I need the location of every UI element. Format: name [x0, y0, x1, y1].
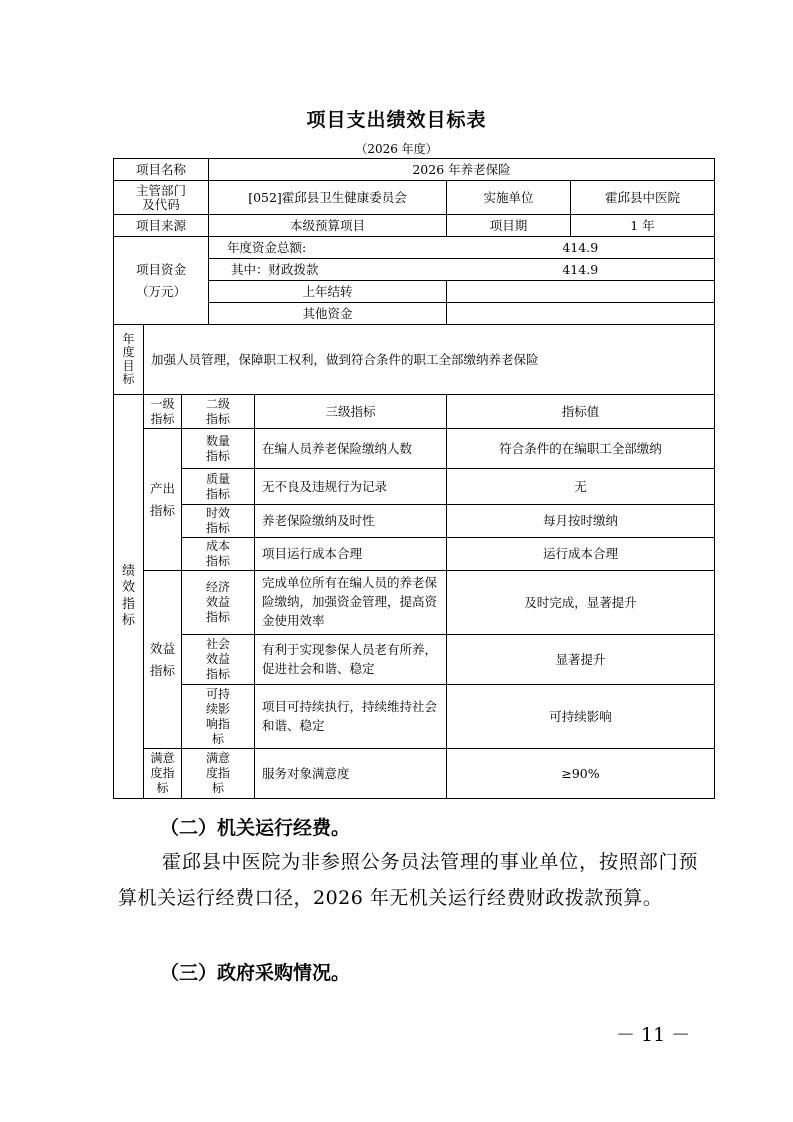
section3-heading: （三）政府采购情况。 — [160, 962, 351, 984]
header-level1: 一级 指标 — [144, 395, 182, 429]
annual-goal-text: 加强人员管理，保障职工权利，做到符合条件的职工全部缴纳养老保险 — [144, 325, 715, 395]
satisfaction-indicator-label: 满意 度指 标 — [144, 749, 182, 799]
project-name-value: 2026 年养老保险 — [209, 159, 715, 181]
row-funds-total — [114, 237, 715, 259]
output-value: 符合条件的在编职工全部缴纳 — [447, 429, 715, 469]
funds-total-label: 年度资金总额: — [209, 237, 447, 259]
output-value: 运行成本合理 — [447, 538, 715, 571]
row-source — [114, 215, 715, 237]
benefit-value: 可持续影响 — [447, 685, 715, 749]
funds-other-label: 其他资金 — [209, 303, 447, 325]
benefit-level3: 项目可持续执行，持续维持社会和谐、稳定 — [255, 685, 447, 749]
period-value: 1 年 — [571, 215, 715, 237]
project-name-label: 项目名称 — [114, 159, 209, 181]
row-indicator-header — [114, 395, 715, 429]
unit-value: 霍邱县中医院 — [571, 181, 715, 215]
funds-fiscal-label: 其中：财政拨款 — [209, 259, 447, 281]
benefit-indicator-label: 效益 指标 — [144, 571, 182, 749]
funds-fiscal-value: 414.9 — [447, 259, 715, 281]
dept-value: [052]霍邱县卫生健康委员会 — [209, 181, 447, 215]
section2-paragraph: 霍邱县中医院为非参照公务员法管理的事业单位，按照部门预算机关运行经费口径，2026 年无机关运行经费财政拨款预算。 — [118, 851, 698, 909]
funds-other-value — [447, 303, 715, 325]
benefit-level3: 有利于实现参保人员老有所养，促进社会和谐、稳定 — [255, 635, 447, 685]
output-level3: 无不良及违规行为记录 — [255, 469, 447, 505]
benefit-level3: 完成单位所有在编人员的养老保险缴纳，加强资金管理，提高资金使用效率 — [255, 571, 447, 635]
unit-label: 实施单位 — [447, 181, 571, 215]
table-row — [114, 538, 715, 571]
output-level2: 质量 指标 — [182, 469, 255, 505]
indicators-section-label: 绩 效 指 标 — [114, 395, 144, 799]
row-project-name — [114, 159, 715, 181]
header-level2: 二级 指标 — [182, 395, 255, 429]
funds-carryover-label: 上年结转 — [209, 281, 447, 303]
table-row — [114, 635, 715, 685]
benefit-value: 显著提升 — [447, 635, 715, 685]
header-value: 指标值 — [447, 395, 715, 429]
output-level3: 养老保险缴纳及时性 — [255, 505, 447, 538]
output-indicator-label: 产出 指标 — [144, 429, 182, 571]
satisfaction-level3: 服务对象满意度 — [255, 749, 447, 799]
benefit-level2: 经济 效益 指标 — [182, 571, 255, 635]
funds-carryover-value — [447, 281, 715, 303]
output-level3: 在编人员养老保险缴纳人数 — [255, 429, 447, 469]
row-department — [114, 181, 715, 215]
annual-goal-label: 年 度 目 标 — [114, 325, 144, 395]
benefit-value: 及时完成，显著提升 — [447, 571, 715, 635]
satisfaction-level2: 满意 度指 标 — [182, 749, 255, 799]
table-row — [114, 749, 715, 799]
section2-heading: （二）机关运行经费。 — [160, 817, 351, 839]
benefit-level2: 社会 效益 指标 — [182, 635, 255, 685]
funds-label: 项目资金 （万元） — [114, 237, 209, 325]
output-level3: 项目运行成本合理 — [255, 538, 447, 571]
output-value: 每月按时缴纳 — [447, 505, 715, 538]
table-row — [114, 429, 715, 469]
period-label: 项目期 — [447, 215, 571, 237]
performance-target-table — [113, 158, 715, 799]
header-level3: 三级指标 — [255, 395, 447, 429]
funds-total-value: 414.9 — [447, 237, 715, 259]
table-row — [114, 685, 715, 749]
table-row — [114, 571, 715, 635]
output-value: 无 — [447, 469, 715, 505]
dept-label: 主管部门 及代码 — [114, 181, 209, 215]
table-row — [114, 469, 715, 505]
output-level2: 数量 指标 — [182, 429, 255, 469]
output-level2: 时效 指标 — [182, 505, 255, 538]
benefit-level2: 可持 续影 响指 标 — [182, 685, 255, 749]
row-annual-goal — [114, 325, 715, 395]
output-level2: 成本 指标 — [182, 538, 255, 571]
table-title: 项目支出绩效目标表 — [306, 109, 487, 131]
source-value: 本级预算项目 — [209, 215, 447, 237]
page-number: － 11 － — [616, 1024, 691, 1046]
table-row — [114, 505, 715, 538]
source-label: 项目来源 — [114, 215, 209, 237]
satisfaction-value: ≥90% — [447, 749, 715, 799]
year-note: （2026 年度） — [355, 142, 438, 156]
